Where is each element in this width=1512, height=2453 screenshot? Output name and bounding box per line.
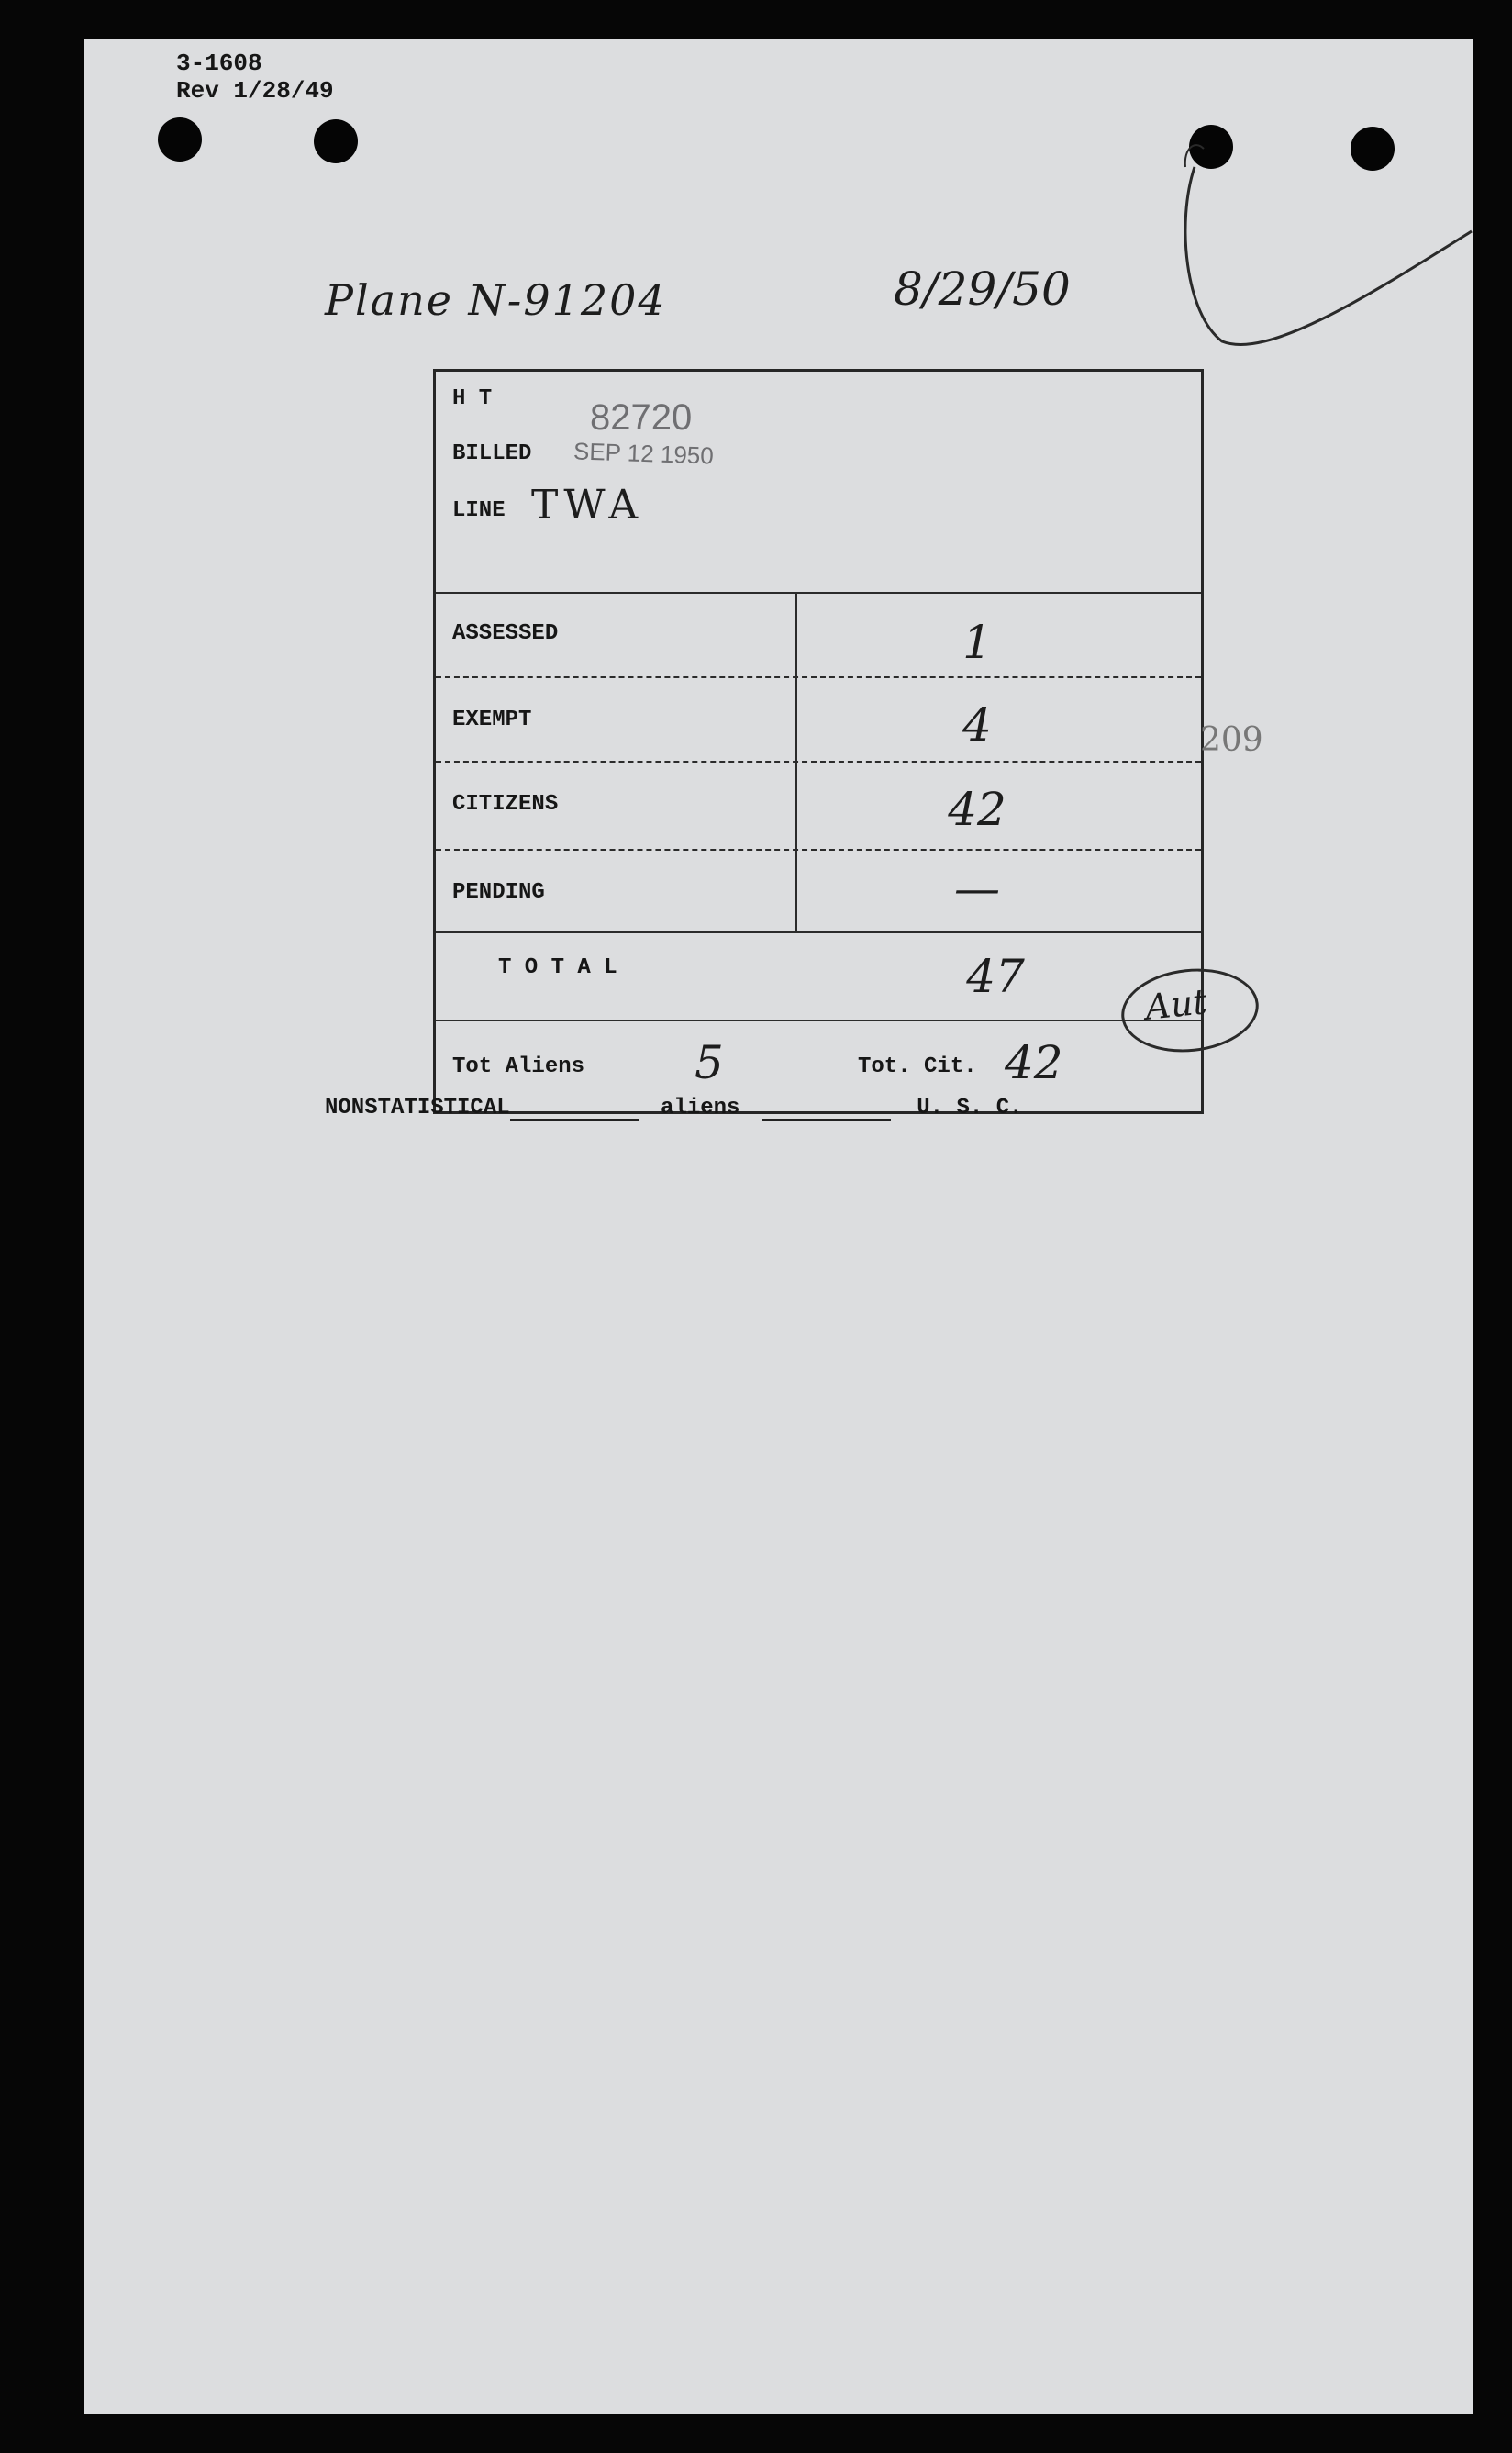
exempt-label: EXEMPT bbox=[452, 708, 532, 732]
assessed-label: ASSESSED bbox=[452, 621, 559, 646]
usc-blank bbox=[762, 1098, 891, 1121]
billed-date-stamp: SEP 12 1950 bbox=[573, 437, 715, 470]
plane-number: Plane N-91204 bbox=[325, 275, 667, 325]
usc-label: U. S. C. bbox=[917, 1096, 1023, 1121]
tot-cit-value: 42 bbox=[1005, 1036, 1063, 1089]
manifest-summary-table bbox=[433, 369, 1204, 1114]
citizens-value: 42 bbox=[948, 783, 1006, 836]
nonstatistical-blank bbox=[510, 1098, 639, 1121]
pending-label: PENDING bbox=[452, 880, 545, 905]
ht-label: H T bbox=[452, 386, 493, 411]
footer-line bbox=[325, 1096, 1023, 1121]
total-value: 47 bbox=[966, 950, 1025, 1003]
line-label: LINE bbox=[452, 498, 506, 523]
billed-label: BILLED bbox=[452, 441, 532, 466]
tot-aliens-value: 5 bbox=[695, 1036, 724, 1089]
pending-value: — bbox=[954, 862, 1000, 915]
handwritten-date: 8/29/50 bbox=[894, 262, 1071, 316]
punch-hole bbox=[314, 119, 358, 163]
nonstatistical-label: NONSTATISTICAL bbox=[325, 1096, 510, 1121]
page-number: 209 bbox=[1200, 721, 1263, 759]
line-value: TWA bbox=[531, 482, 644, 529]
tot-cit-label: Tot. Cit. bbox=[858, 1054, 977, 1079]
exempt-value: 4 bbox=[962, 698, 992, 752]
aliens-label: aliens bbox=[661, 1096, 740, 1121]
citizens-label: CITIZENS bbox=[452, 792, 559, 817]
pen-curve-mark bbox=[1149, 112, 1473, 406]
assessed-value: 1 bbox=[962, 616, 992, 669]
tot-aliens-label: Tot Aliens bbox=[452, 1054, 585, 1079]
punch-hole bbox=[158, 117, 202, 162]
form-revision: Rev 1/28/49 bbox=[176, 77, 334, 105]
billed-number: 82720 bbox=[590, 397, 693, 438]
form-number: 3-1608 bbox=[176, 50, 262, 77]
document-page bbox=[84, 39, 1473, 2414]
total-label: T O T A L bbox=[498, 955, 617, 980]
initials: Aut bbox=[1143, 981, 1209, 1028]
